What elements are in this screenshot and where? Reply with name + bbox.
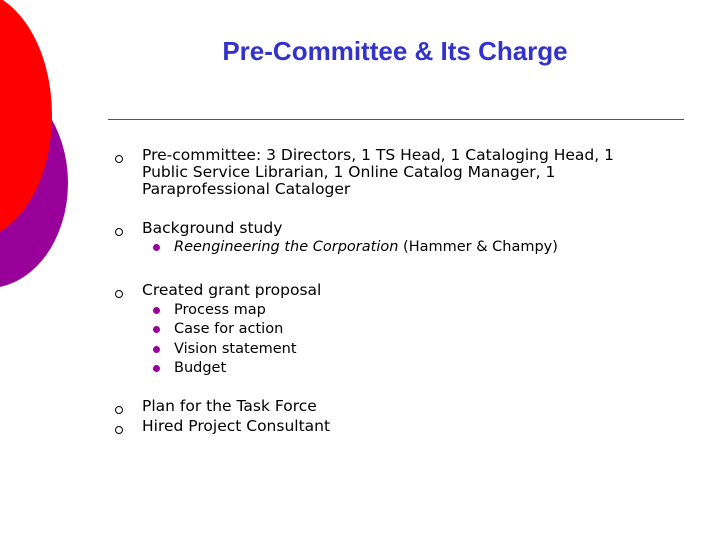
book-title: Reengineering the Corporation [174,239,399,255]
bullet-background-study: Background study [142,219,283,237]
bullet-grant-proposal: Created grant proposal [142,281,322,299]
book-authors: (Hammer & Champy) [398,239,558,255]
hollow-circle-bullet-icon [115,426,123,434]
bullet-pre-committee-line-2: Public Service Librarian, 1 Online Catalog Manager, 1 [142,163,556,181]
bullet-pre-committee-line-1: Pre-committee: 3 Directors, 1 TS Head, 1 Cataloging Head, 1 [142,146,614,164]
filled-dot-bullet-icon [153,307,160,314]
hollow-circle-bullet-icon [115,155,123,163]
sub-bullet-vision-statement: Vision statement [174,341,297,357]
hollow-circle-bullet-icon [115,290,123,298]
slide-title: Pre-Committee & Its Charge [222,36,568,66]
bullet-pre-committee-line-3: Paraprofessional Cataloger [142,180,351,198]
bullet-task-force: Plan for the Task Force [142,397,317,415]
sub-bullet-process-map: Process map [174,302,266,318]
filled-dot-bullet-icon [153,365,160,372]
hollow-circle-bullet-icon [115,406,123,414]
sub-bullet-case-for-action: Case for action [174,321,284,337]
hollow-circle-bullet-icon [115,228,123,236]
filled-dot-bullet-icon [153,326,160,333]
filled-dot-bullet-icon [153,346,160,353]
sub-bullet-budget: Budget [174,360,227,376]
sub-bullet-reengineering [174,239,694,256]
filled-dot-bullet-icon [153,244,160,251]
bullet-project-consultant: Hired Project Consultant [142,417,331,435]
